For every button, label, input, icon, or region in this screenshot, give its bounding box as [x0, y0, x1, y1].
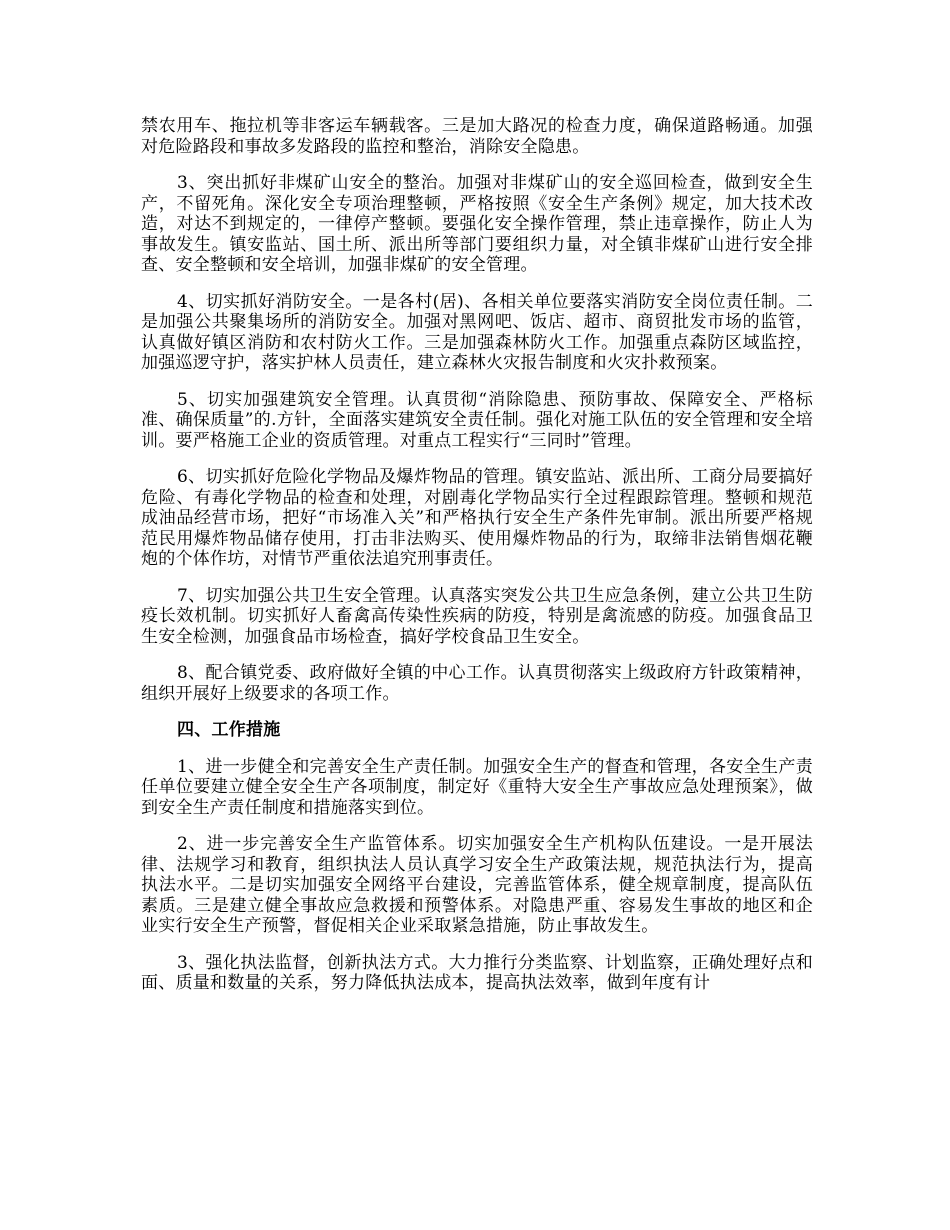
section-heading: 四、工作措施 [177, 720, 281, 740]
paragraph-item-6: 6、切实抓好危险化学物品及爆炸物品的管理。镇安监站、派出所、工商分局要搞好危险、有毒化学物品的检查和处理，对剧毒化学物品实行全过程跟踪管理。整顿和规范成油品经营市场，把好“市场准入关”和严格执行安全生产条件先审制。派出所要严格规范民用爆炸物品储存使用，打击非法购买、使用爆炸物品的行为，取缔非法销售烟花鞭炮的个体作坊，对情节严重依法追究刑事责任。 [141, 467, 813, 569]
paragraph-item-5: 5、切实加强建筑安全管理。认真贯彻“消除隐患、预防事故、保障安全、严格标准、确保质量”的.方针，全面落实建筑安全责任制。强化对施工队伍的安全管理和安全培训。要严格施工企业的资质管理。对重点工程实行“三同时”管理。 [141, 389, 813, 451]
measure-item-2: 2、进一步完善安全生产监管体系。切实加强安全生产机构队伍建设。一是开展法律、法规学习和教育，组织执法人员认真学习安全生产政策法规，规范执法行为，提高执法水平。二是切实加强安全网络平台建设，完善监管体系，健全规章制度，提高队伍素质。三是建立健全事故应急救援和预警体系。对隐患严重、容易发生事故的地区和企业实行安全生产预警，督促相关企业采取紧急措施，防止事故发生。 [141, 834, 813, 936]
paragraph-item-3: 3、突出抓好非煤矿山安全的整治。加强对非煤矿山的安全巡回检查，做到安全生产，不留死角。深化安全专项治理整顿，严格按照《安全生产条例》规定，加大技术改造，对达不到规定的，一律停产整顿。要强化安全操作管理，禁止违章操作，防止人为事故发生。镇安监站、国土所、派出所等部门要组织力量，对全镇非煤矿山进行安全排查、安全整顿和安全培训，加强非煤矿的安全管理。 [141, 173, 813, 275]
measure-item-1: 1、进一步健全和完善安全生产责任制。加强安全生产的督查和管理，各安全生产责任单位要建立健全安全生产各项制度，制定好《重特大安全生产事故应急处理预案》，做到安全生产责任制度和措施落实到位。 [141, 756, 813, 818]
paragraph-item-8: 8、配合镇党委、政府做好全镇的中心工作。认真贯彻落实上级政府方针政策精神，组织开展好上级要求的各项工作。 [141, 663, 813, 704]
paragraph-item-4: 4、切实抓好消防安全。一是各村(居)、各相关单位要落实消防安全岗位责任制。二是加强公共聚集场所的消防安全。加强对黑网吧、饭店、超市、商贸批发市场的监管，认真做好镇区消防和农村防火工作。三是加强森林防火工作。加强重点森防区域监控，加强巡逻守护，落实护林人员责任，建立森林火灾报告制度和火灾扑救预案。 [141, 291, 813, 373]
measure-item-3: 3、强化执法监督，创新执法方式。大力推行分类监察、计划监察，正确处理好点和面、质量和数量的关系，努力降低执法成本，提高执法效率，做到年度有计 [141, 952, 813, 993]
paragraph-continuation: 禁农用车、拖拉机等非客运车辆载客。三是加大路况的检查力度，确保道路畅通。加强对危险路段和事故多发路段的监控和整治，消除安全隐患。 [141, 116, 813, 157]
paragraph-item-7: 7、切实加强公共卫生安全管理。认真落实突发公共卫生应急条例，建立公共卫生防疫长效机制。切实抓好人畜禽高传染性疾病的防疫，特别是禽流感的防疫。加强食品卫生安全检测，加强食品市场检查，搞好学校食品卫生安全。 [141, 585, 813, 647]
document-page [141, 116, 813, 1010]
